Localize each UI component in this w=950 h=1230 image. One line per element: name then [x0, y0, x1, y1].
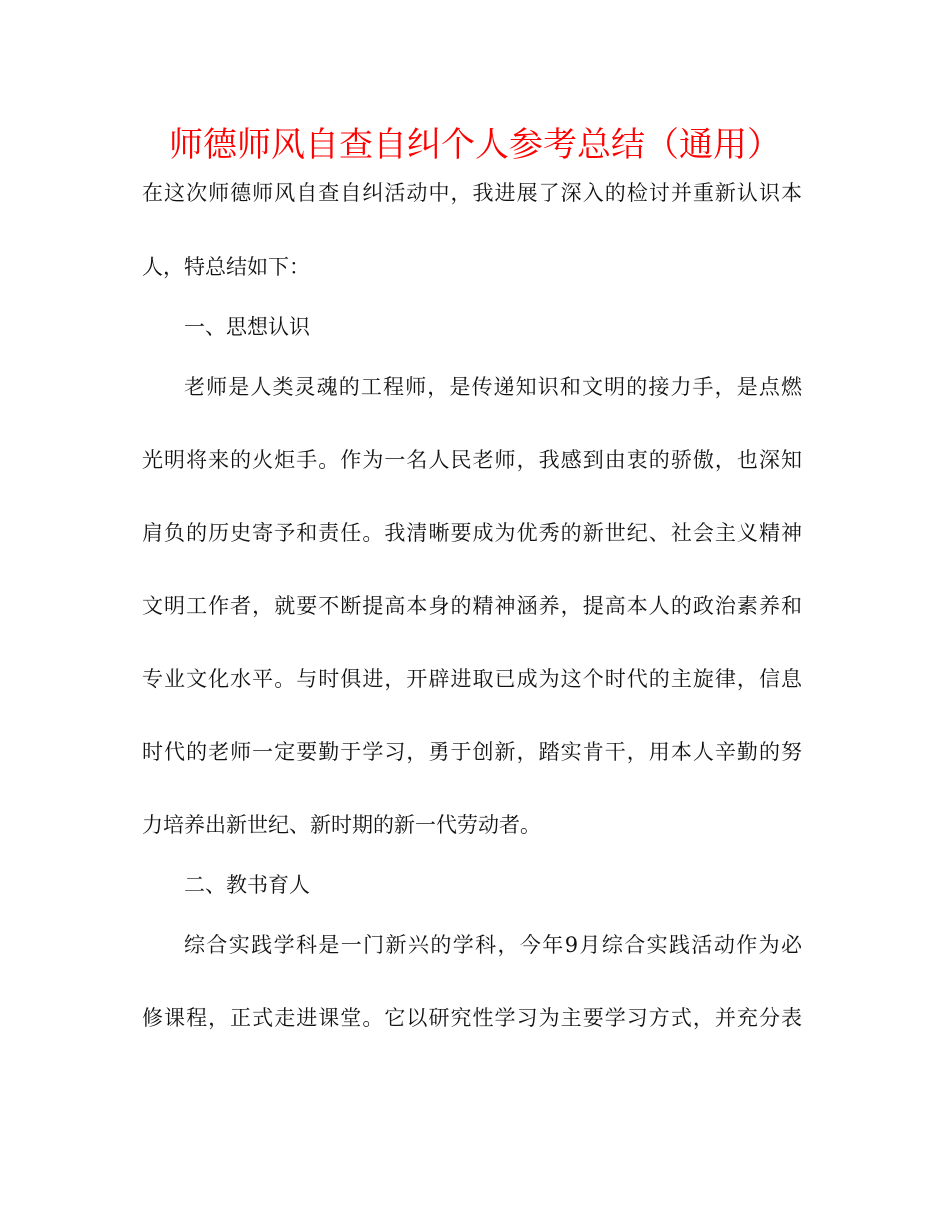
paragraph-line: 力培养出新世纪、新时期的新一代劳动者。: [142, 813, 541, 837]
paragraph-line: 人，特总结如下：: [142, 255, 310, 279]
paragraph-line: 专业文化水平。与时俱进，开辟进取已成为这个时代的主旋律，信息: [142, 667, 802, 691]
paragraph-line: 老师是人类灵魂的工程师，是传递知识和文明的接力手，是点燃: [184, 375, 802, 399]
section-heading: 一、思想认识: [184, 315, 310, 339]
paragraph-line: 肩负的历史寄予和责任。我清晰要成为优秀的新世纪、社会主义精神: [142, 521, 802, 545]
paragraph-line: 综合实践学科是一门新兴的学科，今年9月综合实践活动作为必: [184, 933, 802, 957]
paragraph-line: 时代的老师一定要勤于学习，勇于创新，踏实肯干，用本人辛勤的努: [142, 740, 802, 764]
paragraph-line: 文明工作者，就要不断提高本身的精神涵养，提高本人的政治素养和: [142, 594, 802, 618]
paragraph-line: 修课程，正式走进课堂。它以研究性学习为主要学习方式，并充分表: [142, 1006, 802, 1030]
paragraph-line: 在这次师德师风自查自纠活动中，我进展了深入的检讨并重新认识本: [142, 181, 802, 205]
section-heading: 二、教书育人: [184, 873, 310, 897]
document-title: 师德师风自查自纠个人参考总结（通用）: [169, 125, 781, 165]
paragraph-line: 光明将来的火炬手。作为一名人民老师，我感到由衷的骄傲，也深知: [142, 448, 802, 472]
